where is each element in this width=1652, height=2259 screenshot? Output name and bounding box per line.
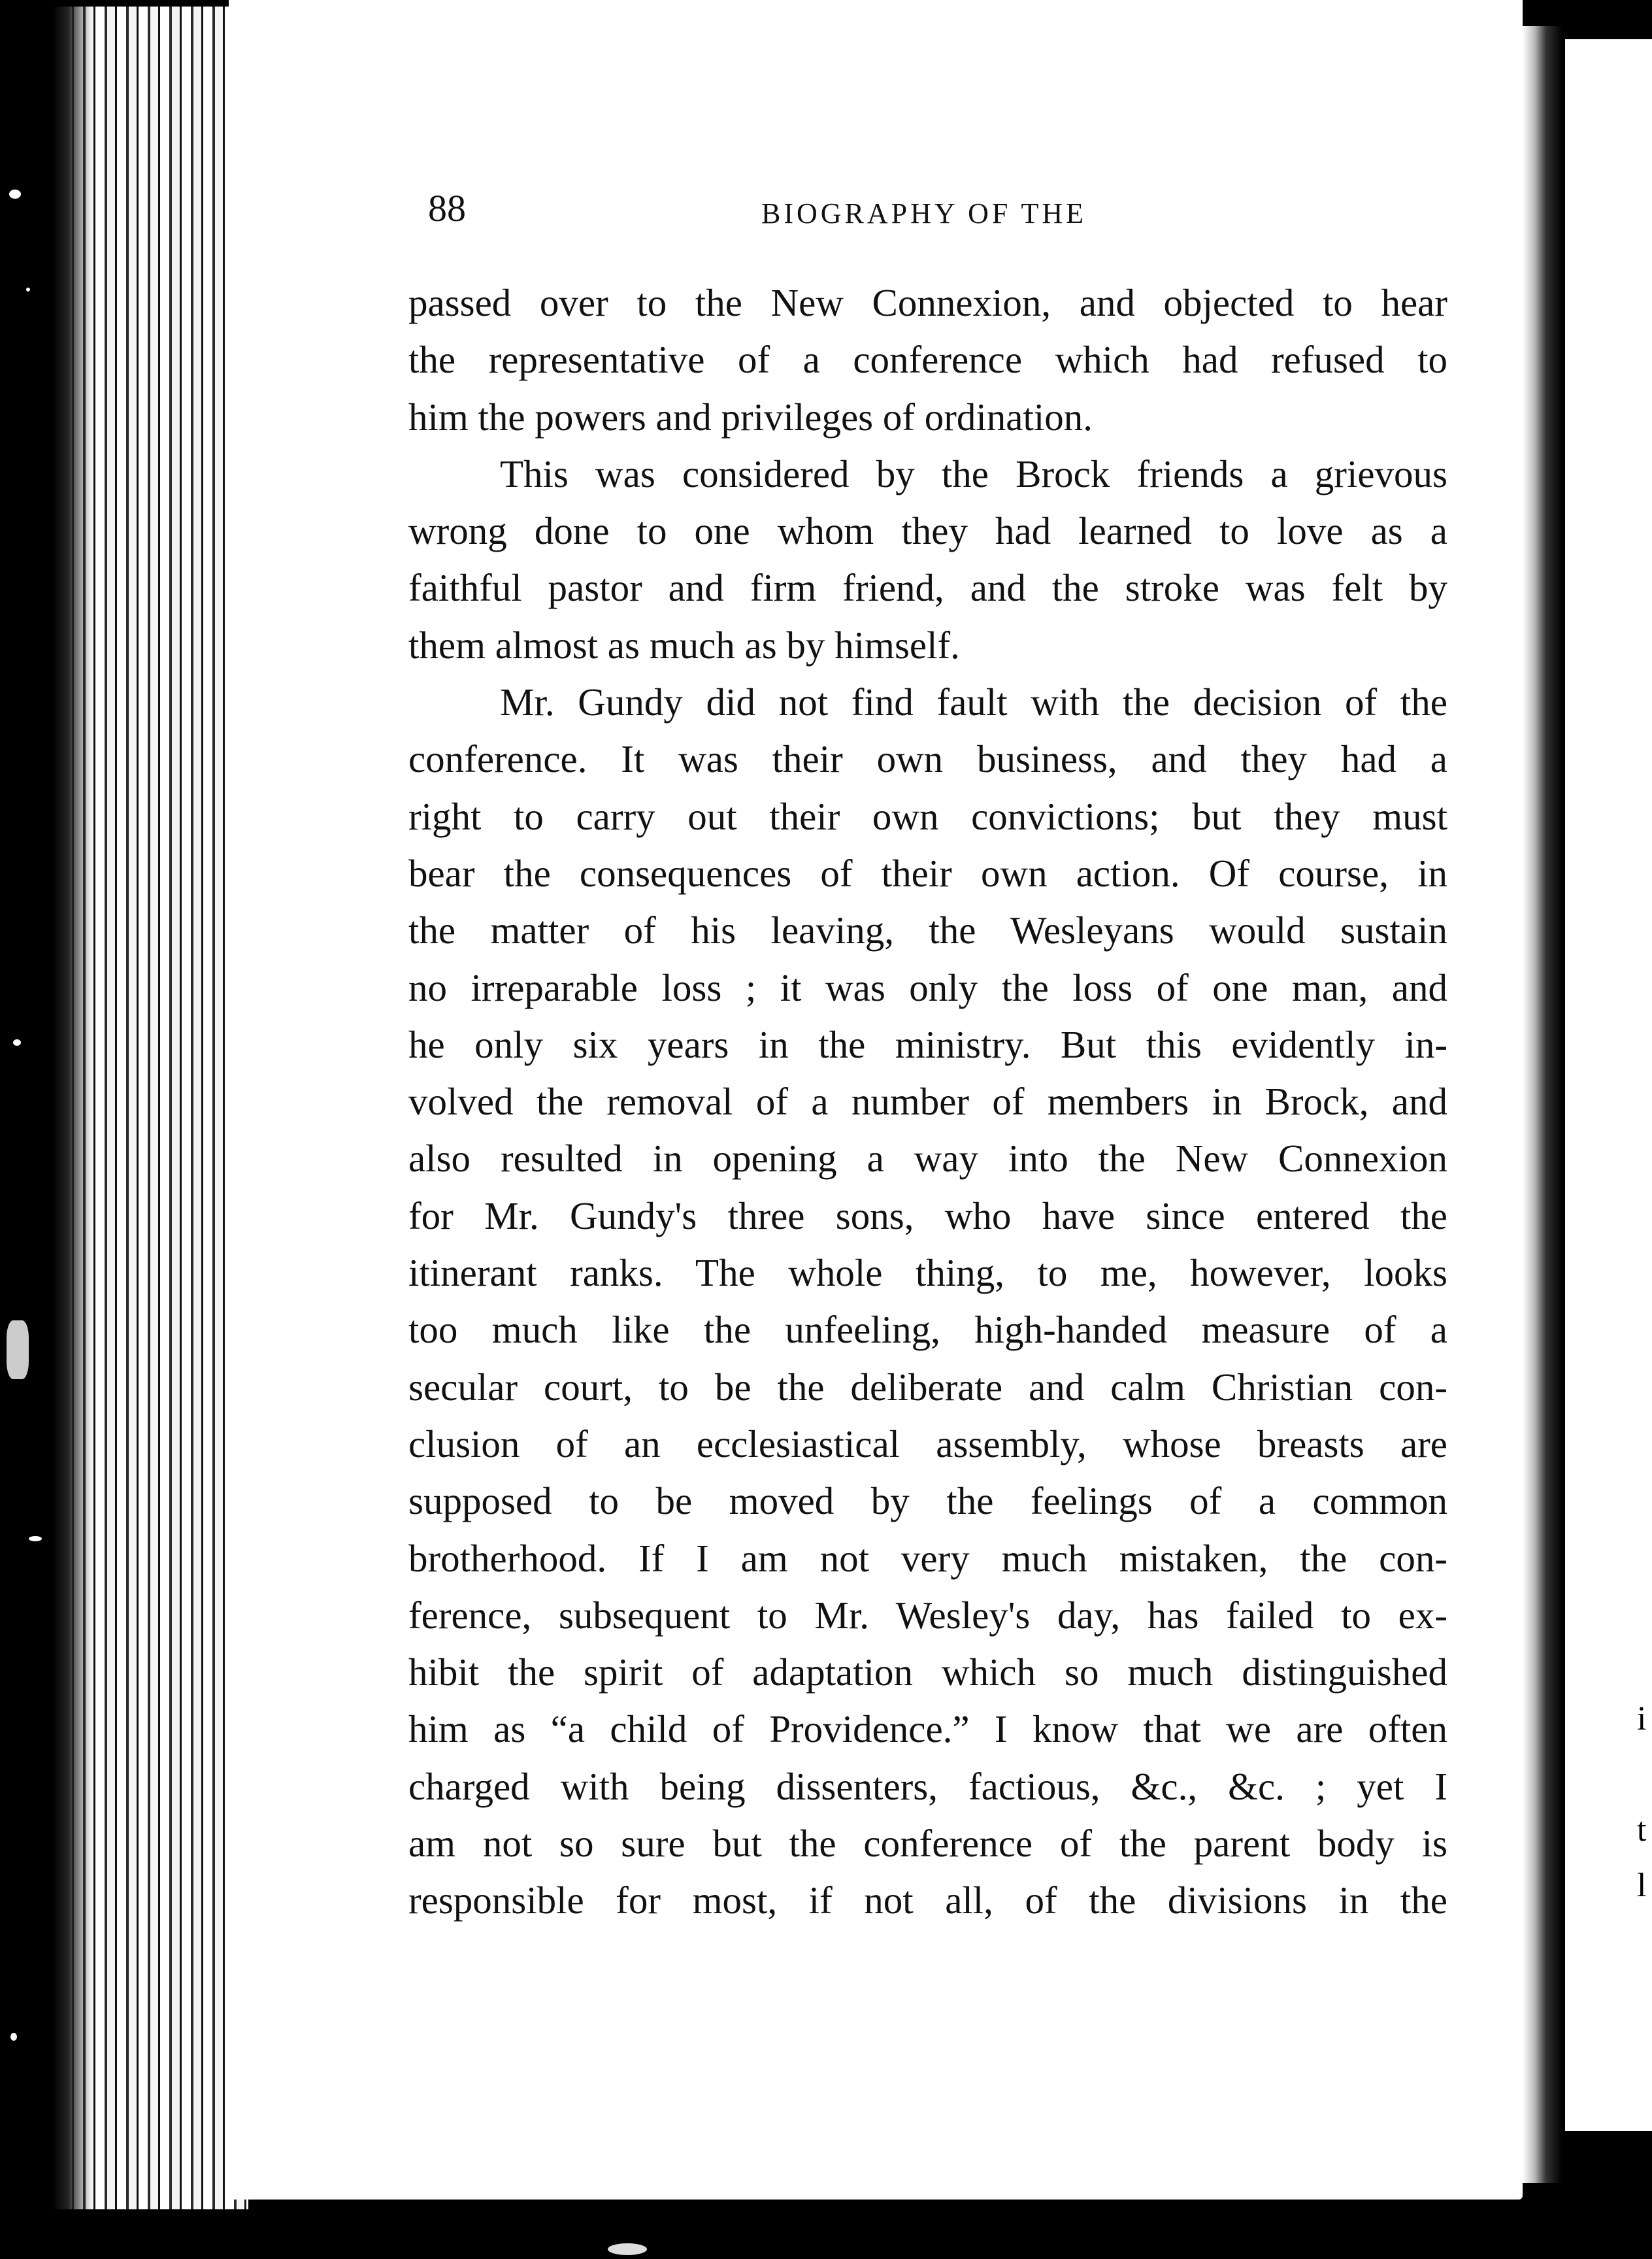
scan-speck — [9, 190, 21, 199]
text-line: supposed to be moved by the feelings of a common — [408, 1479, 1447, 1523]
text-line: wrong done to one whom they had learned to love as a — [408, 509, 1447, 553]
text-line: responsible for most, if not all, of the divisions in the — [408, 1879, 1447, 1922]
paragraph — [408, 674, 1447, 1930]
scan-smudge — [608, 2243, 647, 2255]
text-line: clusion of an ecclesiastical assembly, whose breasts are — [408, 1422, 1447, 1465]
text-line: brotherhood. If I am not very much mistaken, the con- — [408, 1536, 1447, 1580]
text-line: also resulted in opening a way into the New Connexion — [408, 1137, 1447, 1180]
text-line: him as “a child of Providence.” I know that we are often — [408, 1707, 1447, 1751]
text-line: the matter of his leaving, the Wesleyans would sustain — [408, 909, 1447, 952]
body-text — [408, 275, 1447, 1930]
paragraph — [408, 275, 1447, 446]
scan-speck — [7, 1320, 29, 1379]
text-line: passed over to the New Connexion, and objected to hear — [408, 281, 1447, 324]
text-line: for Mr. Gundy's three sons, who have since entered the — [408, 1194, 1447, 1237]
text-line: hibit the spirit of adaptation which so much distinguished — [408, 1650, 1447, 1694]
text-line: ference, subsequent to Mr. Wesley's day, has failed to ex- — [408, 1593, 1447, 1637]
text-line: too much like the unfeeling, high-handed measure of a — [408, 1308, 1447, 1352]
running-head: BIOGRAPHY OF THE — [761, 197, 1087, 229]
text-line: secular court, to be the deliberate and calm Christian con- — [408, 1365, 1447, 1409]
scan-speck — [26, 288, 30, 292]
text-line: right to carry out their own convictions; but they must — [408, 794, 1447, 838]
facing-page-fragment: i — [1637, 1700, 1647, 1737]
text-line: Mr. Gundy did not find fault with the decision of the — [500, 680, 1447, 724]
scan-speck — [29, 1536, 42, 1541]
facing-page-fragment: t — [1637, 1811, 1647, 1849]
text-line: bear the consequences of their own action. Of course, in — [408, 851, 1447, 895]
scan-speck — [10, 2033, 17, 2041]
text-line: them almost as much as by himself. — [408, 623, 960, 667]
book-page-edges — [52, 7, 248, 2209]
page-number: 88 — [428, 187, 466, 229]
text-line: itinerant ranks. The whole thing, to me, however, looks — [408, 1251, 1447, 1295]
scan-speck — [13, 1039, 21, 1046]
text-line: volved the removal of a number of members in Brock, and — [408, 1080, 1447, 1124]
text-line: the representative of a conference which had refused to — [408, 338, 1447, 382]
text-line: him the powers and privileges of ordination. — [408, 395, 1093, 439]
facing-page-fragment: l — [1637, 1867, 1647, 1904]
text-line: charged with being dissenters, factious, &c., &c. ; yet I — [408, 1764, 1447, 1808]
text-line: he only six years in the ministry. But this evidently in- — [408, 1022, 1447, 1066]
text-line: no irreparable loss ; it was only the loss of one man, and — [408, 965, 1447, 1009]
page-gutter — [1523, 26, 1562, 2183]
text-line: This was considered by the Brock friends a grievous — [500, 452, 1447, 495]
text-line: am not so sure but the conference of the parent body is — [408, 1822, 1447, 1866]
text-line: conference. It was their own business, and they had a — [408, 737, 1447, 781]
paragraph — [408, 446, 1447, 674]
text-line: faithful pastor and firm friend, and the stroke was felt by — [408, 566, 1447, 610]
